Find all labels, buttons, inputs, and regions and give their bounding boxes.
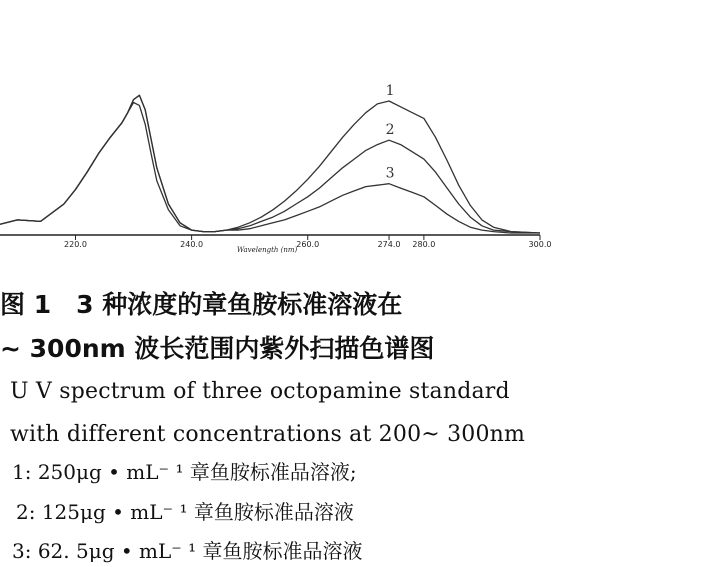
x-tick-label: 260.0 xyxy=(296,240,320,249)
x-tick-label: 240.0 xyxy=(180,240,204,249)
caption-legend-3: 3: 62. 5μg • mL⁻ ¹ 章鱼胺标准品溶液 xyxy=(12,539,363,563)
x-axis-label: Wavelength (nm) xyxy=(236,246,298,254)
x-tick-label: 274.0 xyxy=(377,240,401,249)
x-tick-label: 280.0 xyxy=(412,240,436,249)
spectrum-chart xyxy=(0,0,701,270)
x-tick-label: 300.0 xyxy=(528,240,552,249)
series-3-label: 3 xyxy=(385,165,395,182)
series-1-label: 1 xyxy=(385,83,395,100)
caption-legend-2: 2: 125μg • mL⁻ ¹ 章鱼胺标准品溶液 xyxy=(16,500,354,524)
caption-legend-1: 1: 250μg • mL⁻ ¹ 章鱼胺标准品溶液; xyxy=(12,460,357,484)
caption-title-cn-line2: ~ 300nm 波长范围内紫外扫描色谱图 xyxy=(0,334,435,363)
series-2-label: 2 xyxy=(385,122,395,139)
caption-title-en-line1: U V spectrum of three octopamine standard xyxy=(10,379,510,404)
x-tick-label: 220.0 xyxy=(64,240,87,249)
caption-title-en-line2: with different concentrations at 200~ 300nm xyxy=(10,422,526,447)
caption-title-cn-line1: 图 1 3 种浓度的章鱼胺标准溶液在 xyxy=(0,290,403,319)
series-3-line xyxy=(0,103,540,234)
series-1-line xyxy=(0,95,540,233)
